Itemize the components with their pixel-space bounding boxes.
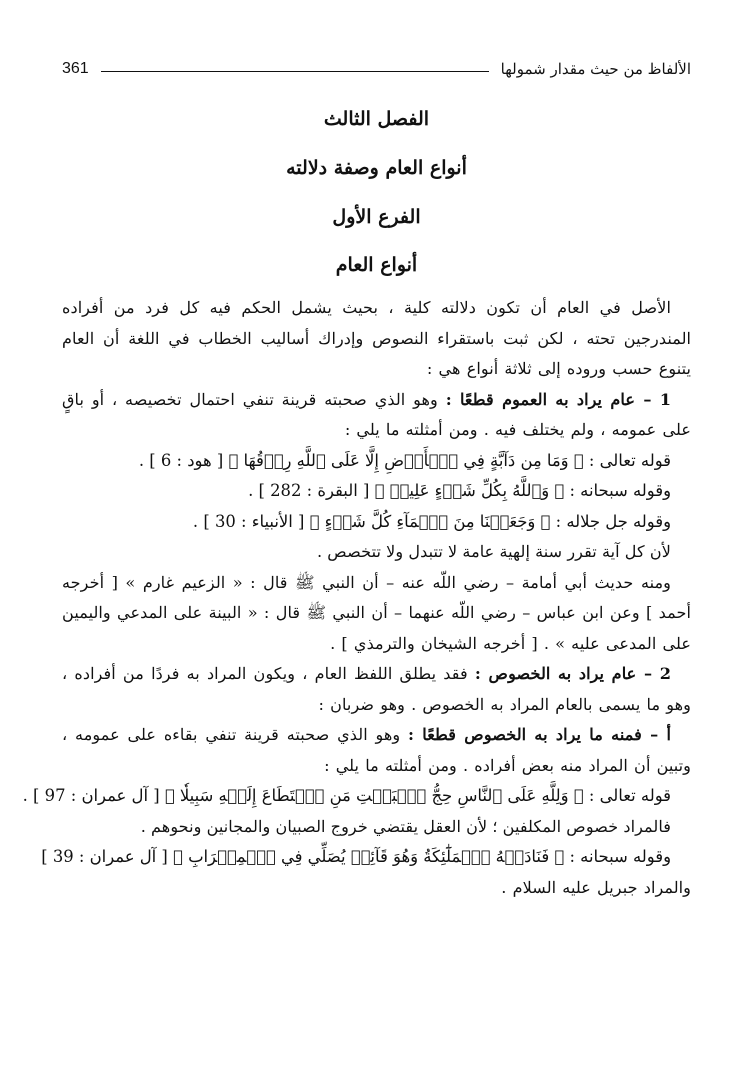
chapter-heading: الفصل الثالث <box>323 108 430 130</box>
verse-al-imran-39: وقوله سبحانه : ﴿ فَنَادَتۡهُ ٱلۡمَلَٰٓئِكَةُ وَهُوَ قَآئِمٞ يُصَلِّي فِي ٱلۡمِحۡرَابِ ﴾ [ آل عمران : 39 ] <box>41 847 671 867</box>
type2-text: فقد يطلق اللفظ العام ، ويكون المراد به فردًا من أفراده ، وهو ما يسمى بالعام المراد به الخصوص . وهو ضربان : <box>62 664 691 714</box>
sub-a-text: وهو الذي صحبته قرينة تنفي بقاءه على عمومه ، وتبين أن المراد منه بعض أفراده . ومن أمثلته ما يلي : <box>62 725 691 775</box>
type1-paragraph <box>62 385 691 446</box>
page-header <box>62 52 691 86</box>
section-title: أنواع العام <box>335 254 418 277</box>
verse-hud: قوله تعالى : ﴿ وَمَا مِن دَآبَّةٍ فِي ٱلۡأَرۡضِ إِلَّا عَلَى ٱللَّهِ رِزۡقُهَا ﴾ [ هود : 6 ] . <box>138 450 671 470</box>
verse-al-imran-39-reason: والمراد جبريل عليه السلام . <box>501 877 691 897</box>
type1-label: 1 – عام يراد به العموم قطعًا : <box>445 389 671 409</box>
verse-anbiya: وقوله جل جلاله : ﴿ وَجَعَلۡنَا مِنَ ٱلۡمَآءِ كُلَّ شَيۡءٍ ﴾ [ الأنبياء : 30 ] . <box>192 511 671 531</box>
sub-a-label: أ – فمنه ما يراد به الخصوص قطعًا : <box>408 725 671 745</box>
verse-anbiya-reason: لأن كل آية تقرر سنة إلهية عامة لا تتبدل ولا تتخصص . <box>317 542 671 562</box>
hadith-paragraph: ومنه حديث أبي أمامة – رضي اللّه عنه – أن النبي ﷺ قال : « الزعيم غارم » [ أخرجه أحمد ] وعن ابن عباس – رضي اللّه عنهما – أن النبي ﷺ قال : « البينة على المدعي واليمين على المدعى عليه » . [ أخرجه الشيخان والترمذي ] . <box>62 572 691 653</box>
running-title: الألفاظ من حيث مقدار شمولها <box>500 60 691 78</box>
verse-baqara: وقوله سبحانه : ﴿ وَٱللَّهُ بِكُلِّ شَيۡءٍ عَلِيمٞ ﴾ [ البقرة : 282 ] . <box>248 481 671 501</box>
page-number: 361 <box>62 60 89 77</box>
chapter-title: أنواع العام وصفة دلالته <box>286 156 467 179</box>
intro-paragraph: الأصل في العام أن تكون دلالته كلية ، بحيث يشمل الحكم فيه كل فرد من أفراده المندرجين تحته ، لكن ثبت باستقراء النصوص وإدراك أساليب الخطاب في اللغة أن العام يتنوع حسب وروده إلى ثلاثة أنواع هي : <box>62 298 691 379</box>
sub-a-paragraph <box>62 720 691 781</box>
section-heading: الفرع الأول <box>332 205 421 228</box>
header-rule <box>101 71 489 72</box>
verse-al-imran-97: قوله تعالى : ﴿ وَلِلَّهِ عَلَى ٱلنَّاسِ حِجُّ ٱلۡبَيۡتِ مَنِ ٱسۡتَطَاعَ إِلَيۡهِ سَبِيلٗا ﴾ [ آل عمران : 97 ] . <box>22 786 671 806</box>
verse-al-imran-97-reason: فالمراد خصوص المكلفين ؛ لأن العقل يقتضي خروج الصبيان والمجانين ونحوهم . <box>140 816 671 836</box>
type1-text: وهو الذي صحبته قرينة تنفي احتمال تخصيصه ، أو باقٍ على عمومه ، ولم يختلف فيه . ومن أمثلته ما يلي : <box>62 389 691 440</box>
type2-paragraph <box>62 659 691 720</box>
type2-label: 2 – عام يراد به الخصوص : <box>474 664 671 684</box>
